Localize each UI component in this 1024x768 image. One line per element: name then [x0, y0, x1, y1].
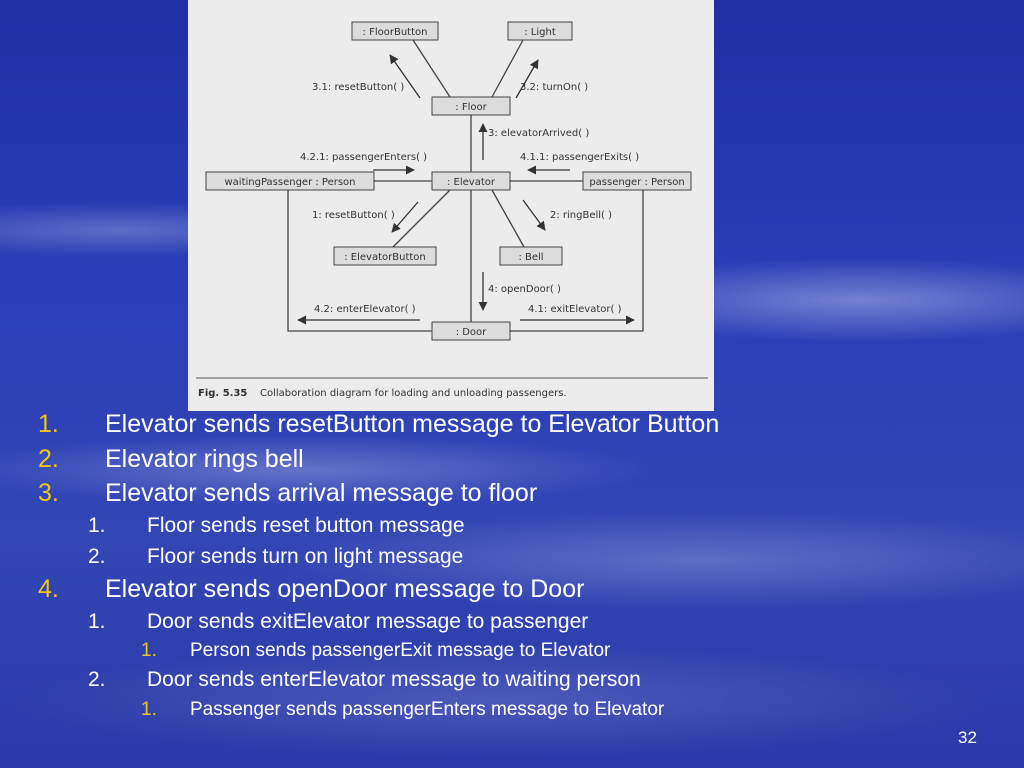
svg-text:2: ringBell( ): 2: ringBell( ): [550, 210, 613, 221]
object-elevator-button: [334, 247, 436, 265]
object-bell: [500, 247, 562, 265]
object-waiting-passenger: [206, 172, 374, 190]
object-floor: [432, 97, 510, 115]
page-number: 32: [958, 728, 977, 747]
svg-text:4.2: enterElevator( ): 4.2: enterElevator( ): [314, 304, 416, 315]
diagram-figure: [188, 0, 714, 411]
bullet-text: Person sends passengerExit message to Elevator: [190, 640, 611, 661]
bullet-number: 2.: [88, 545, 106, 568]
svg-text:3.2: turnOn( ): 3.2: turnOn( ): [520, 82, 589, 93]
svg-text:passenger : Person: passenger : Person: [589, 177, 685, 188]
svg-text:3: elevatorArrived( ): 3: elevatorArrived( ): [488, 128, 590, 139]
svg-text:: Door: : Door: [455, 327, 487, 338]
svg-text:4.1.1: passengerExits( ): 4.1.1: passengerExits( ): [520, 152, 640, 163]
bullet-number: 1.: [88, 514, 106, 537]
bullet-number: 3.: [38, 479, 59, 507]
svg-text:: Floor: : Floor: [455, 102, 487, 113]
bullet-number: 1.: [141, 699, 157, 720]
object-passenger: [583, 172, 691, 190]
svg-text:: Light: : Light: [524, 27, 556, 38]
object-elevator: [432, 172, 510, 190]
bullet-text: Door sends exitElevator message to passenger: [147, 610, 589, 633]
bullet-text: Passenger sends passengerEnters message to Elevator: [190, 699, 665, 720]
figure-caption: [198, 388, 567, 399]
object-floor-button: [352, 22, 438, 40]
svg-text:4.1: exitElevator( ): 4.1: exitElevator( ): [528, 304, 622, 315]
message-labels: [300, 82, 639, 315]
svg-text:Fig. 5.35: Fig. 5.35: [198, 388, 248, 399]
bullet-text: Floor sends reset button message: [147, 514, 465, 537]
svg-text:waitingPassenger : Person: waitingPassenger : Person: [224, 177, 356, 188]
svg-text:Collaboration diagram for load: Collaboration diagram for loading and unloading passengers.: [260, 388, 567, 399]
svg-text:: FloorButton: : FloorButton: [362, 27, 428, 38]
svg-text:3.1: resetButton( ): 3.1: resetButton( ): [312, 82, 405, 93]
bullet-number: 4.: [38, 575, 59, 603]
collaboration-diagram: [188, 0, 714, 411]
object-door: [432, 322, 510, 340]
bullet-text: Elevator sends arrival message to floor: [105, 479, 538, 507]
bullet-text: Floor sends turn on light message: [147, 545, 464, 568]
svg-text:: Bell: : Bell: [518, 252, 544, 263]
bullet-text: Door sends enterElevator message to waiting person: [147, 668, 641, 691]
bullet-number: 1.: [141, 640, 157, 661]
svg-text:1: resetButton( ): 1: resetButton( ): [312, 210, 395, 221]
bullet-number: 1.: [38, 410, 59, 438]
bullet-number: 1.: [88, 610, 106, 633]
bullet-number: 2.: [38, 445, 59, 473]
svg-text:: ElevatorButton: : ElevatorButton: [344, 252, 426, 263]
bullet-text: Elevator sends resetButton message to Elevator Button: [105, 410, 720, 438]
svg-text:4: openDoor( ): 4: openDoor( ): [488, 284, 561, 295]
bullet-number: 2.: [88, 668, 106, 691]
svg-text:: Elevator: : Elevator: [447, 177, 495, 188]
object-light: [508, 22, 572, 40]
svg-text:4.2.1: passengerEnters( ): 4.2.1: passengerEnters( ): [300, 152, 428, 163]
bullet-text: Elevator sends openDoor message to Door: [105, 575, 585, 603]
bullet-text: Elevator rings bell: [105, 445, 304, 473]
